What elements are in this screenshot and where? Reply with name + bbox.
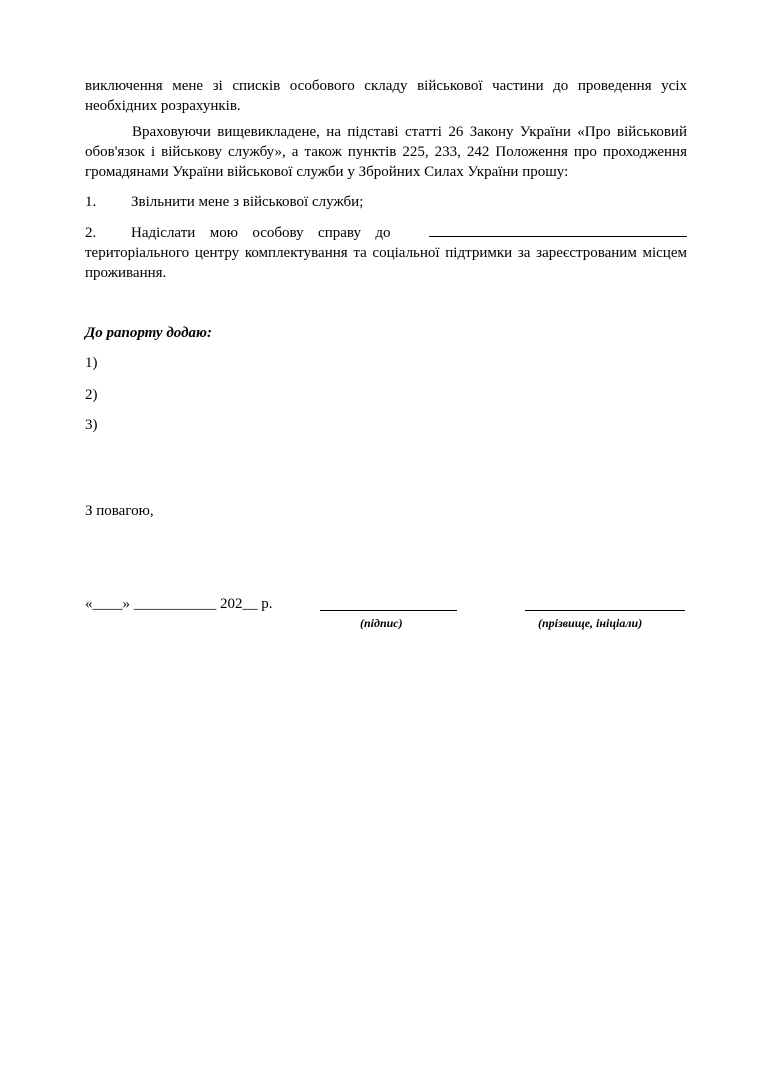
closing-regards: З повагою, xyxy=(85,503,154,519)
signature-row xyxy=(85,594,687,634)
signature-line[interactable] xyxy=(320,610,457,611)
request-number: 1. xyxy=(85,194,97,210)
name-line[interactable] xyxy=(525,610,685,611)
paragraph-legal-basis: Враховуючи вищевикладене, на підставі статті 26 Закону України «Про військовий обов'язок і військову службу», а також пунктів 225, 233, 242 Положення про проходження громадянами України військової служби у Збройних Силах України прошу: xyxy=(85,124,687,180)
request-text: Звільнити мене з військової служби; xyxy=(131,194,364,210)
request-item-1 xyxy=(85,192,687,212)
paragraph-continuation: виключення мене зі списків особового складу військової частини до проведення усіх необхідних розрахунків. xyxy=(85,78,687,114)
name-caption: (прізвище, ініціали) xyxy=(538,616,643,630)
attachment-item-3: 3) xyxy=(85,417,98,433)
request-item-2 xyxy=(85,222,687,283)
attachments-heading xyxy=(85,323,687,343)
blank-line-tck[interactable] xyxy=(429,222,687,237)
attachment-item-1: 1) xyxy=(85,355,98,371)
attachments-label: До рапорту додаю: xyxy=(85,325,212,341)
request-number: 2. xyxy=(85,225,97,241)
document-body xyxy=(85,76,687,521)
request-text-after: територіального центру комплектування та соціальної підтримки за зареєстрованим місцем проживання. xyxy=(85,245,687,281)
signature-caption: (підпис) xyxy=(360,616,403,630)
attachment-item-2: 2) xyxy=(85,387,98,403)
date-field[interactable]: «____» ___________ 202__ р. xyxy=(85,596,273,612)
request-text-before: Надіслати мою особову справу до xyxy=(131,225,391,241)
